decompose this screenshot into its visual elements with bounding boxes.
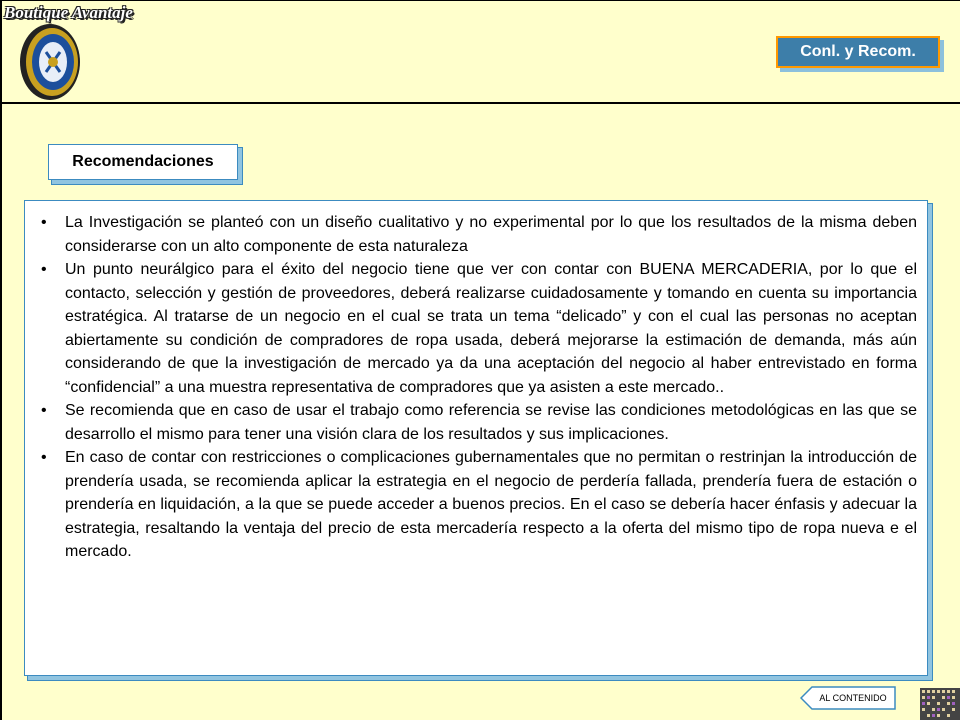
left-border-line xyxy=(0,0,2,720)
list-item: • Un punto neurálgico para el éxito del negocio tiene que ver con contar con BUENA MERCADERIA, por lo que el contacto, selección y gestión de proveedores, deberá realizarse cuidadosamente y tomando en cuenta su importancia estratégica. Al tratarse de un negocio en el cual se trata un tema “delicado” y con el cual las personas no aceptan abiertamente su condición de compradores de ropa usada, deberá mejorarse la estimación de demanda, más aún considerando de que la investigación de mercado ya da una aceptación del negocio al haber entrevistado en forma “confidencial” a una muestra representativa de compradores que ya asisten a este mercado.. xyxy=(35,258,917,399)
back-to-contents-link[interactable] xyxy=(800,686,896,710)
list-item: • En caso de contar con restricciones o complicaciones gubernamentales que no permitan o restrinjan la introducción de prendería usada, se recomienda aplicar la estrategia en el negocio de perdería fallada, prendería fuera de estación o prendería en liquidación, a la que se puede acceder a buenos precios. En el caso se debería hacer énfasis y adecuar la estrategia, resaltando la ventaja del precio de esta mercadería respecto a la oferta del mismo tipo de ropa nueva e el mercado. xyxy=(35,446,917,564)
back-link-label: AL CONTENIDO xyxy=(819,693,887,703)
conclusions-recommendations-button[interactable]: Conl. y Recom. xyxy=(776,36,940,68)
recommendations-list xyxy=(35,211,917,564)
list-item: • Se recomienda que en caso de usar el trabajo como referencia se revise las condiciones metodológicas en las que se desarrollo el mismo para tener una visión clara de los resultados y sus implicaciones. xyxy=(35,399,917,446)
university-logo xyxy=(0,0,133,100)
list-item: • La Investigación se planteó con un diseño cualitativo y no experimental por lo que los resultados de la misma deben considerarse con un alto componente de esta naturaleza xyxy=(35,211,917,258)
decorative-grid-icon xyxy=(920,688,960,720)
section-title: Recomendaciones xyxy=(48,144,238,180)
brand-logo-text: Boutique Avantaje xyxy=(4,3,133,22)
recommendations-content-box xyxy=(24,200,928,676)
header-divider-line xyxy=(0,102,960,104)
top-border-line xyxy=(0,0,960,1)
